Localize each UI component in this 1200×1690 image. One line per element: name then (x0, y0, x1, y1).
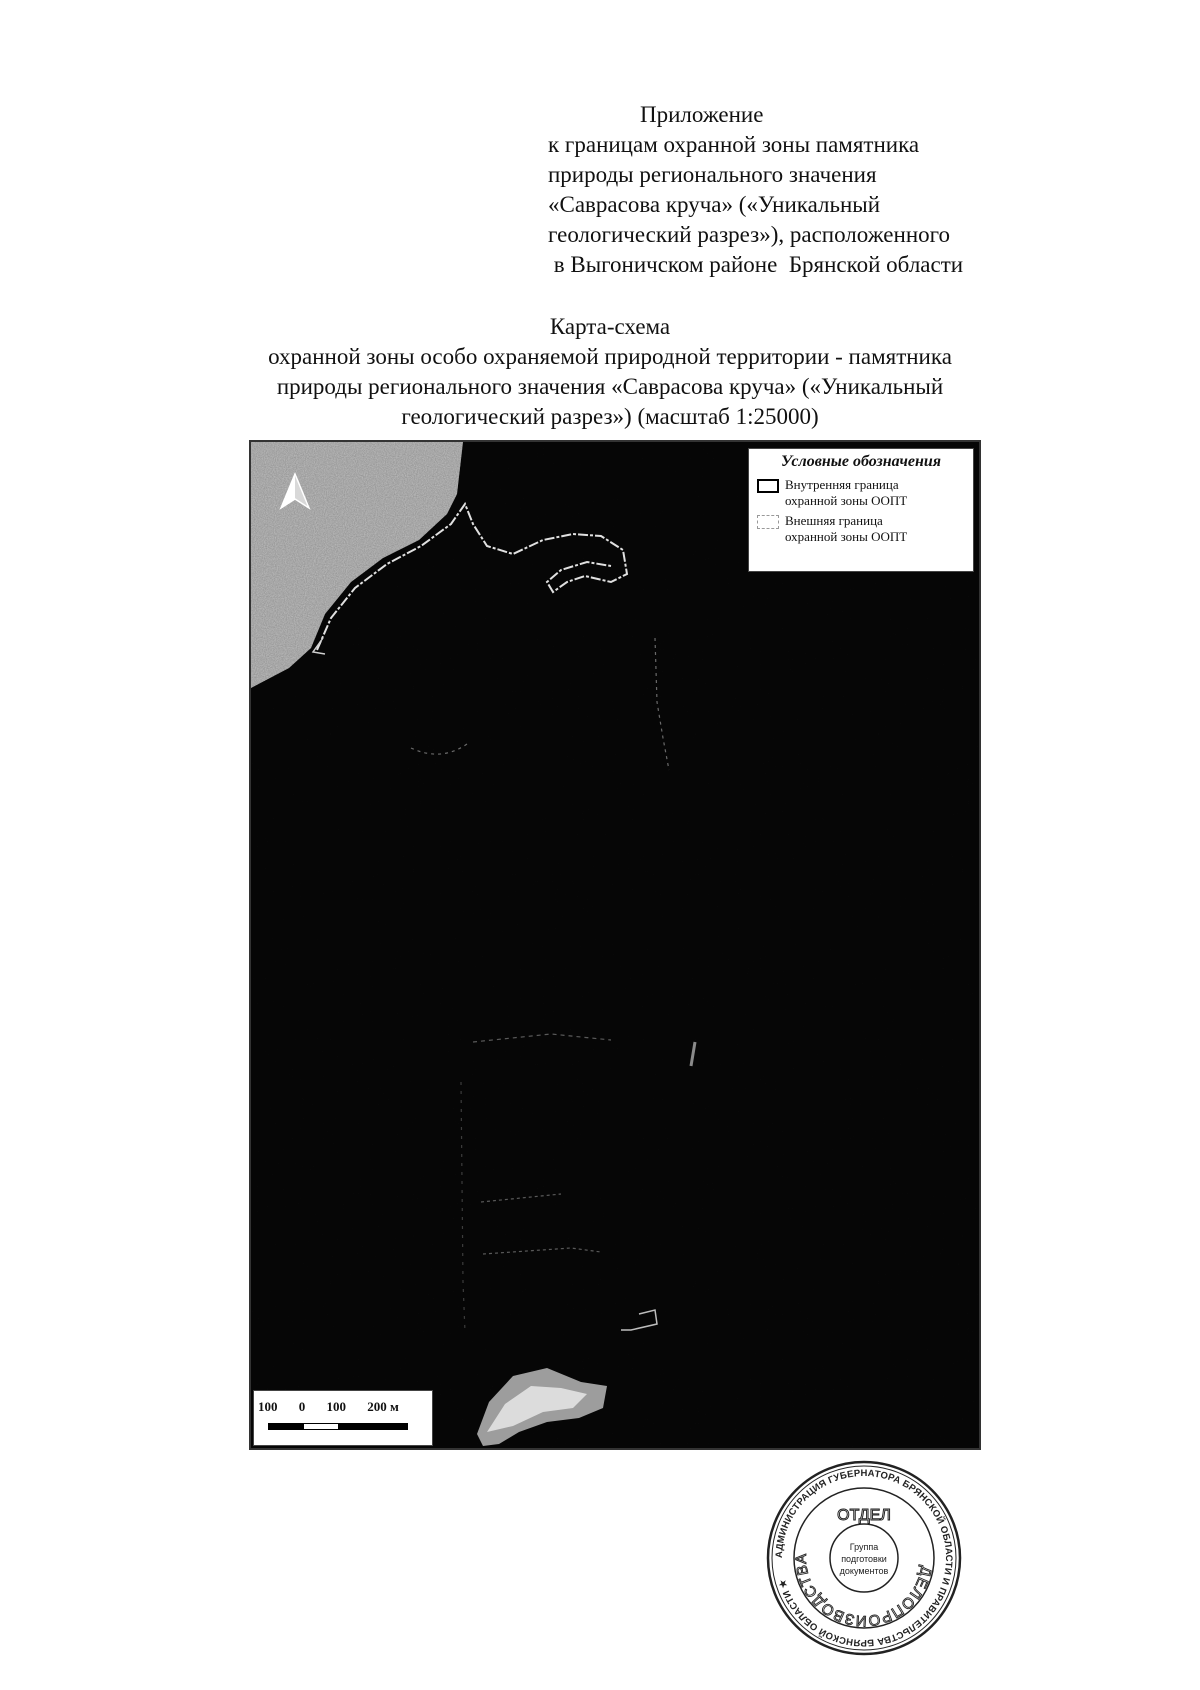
outer-boundary-swatch-icon (757, 515, 779, 529)
scale-bar (253, 1390, 433, 1446)
scale-label: 100 (258, 1399, 278, 1414)
legend-item-inner-boundary (757, 477, 965, 509)
appendix-block (548, 100, 1108, 280)
map-title-heading: Карта-схема (549, 314, 671, 339)
map-legend (748, 448, 974, 572)
stamp-ring-text: АДМИНИСТРАЦИЯ ГУБЕРНАТОРА БРЯНСКОЙ ОБЛАСТИ И ПРАВИТЕЛЬСТВА БРЯНСКОЙ ОБЛАСТИ ★ (773, 1467, 955, 1649)
stamp-center-arc: ДЕЛОПРОИЗВОДСТВА (792, 1552, 935, 1630)
stamp-inner-line: документов (839, 1566, 889, 1576)
scale-label: 100 (326, 1399, 346, 1414)
appendix-line: природы регионального значения (548, 162, 877, 187)
map-title-line: природы регионального значения «Саврасова круча» («Уникальный (276, 374, 944, 399)
appendix-line: «Саврасова круча» («Уникальный (548, 192, 881, 217)
legend-item-label: Внутренняя граница (785, 477, 899, 492)
legend-item-label: охранной зоны ООПТ (785, 529, 908, 544)
appendix-line: к границам охранной зоны памятника (548, 132, 920, 157)
stamp-center-top: ОТДЕЛ (837, 1507, 891, 1524)
north-arrow-icon (277, 472, 313, 512)
map-title-block (140, 312, 1080, 432)
map-title-line: охранной зоны особо охраняемой природной территории - памятника (268, 344, 952, 369)
scale-label: 0 (298, 1399, 306, 1414)
stamp-inner-line: подготовки (841, 1554, 887, 1564)
appendix-line: геологический разрез»), расположенного (548, 222, 950, 247)
appendix-heading: Приложение (640, 102, 764, 127)
legend-item-label: охранной зоны ООПТ (785, 493, 908, 508)
map-speckle (251, 442, 981, 1450)
appendix-line: в Выгоничском районе Брянской области (548, 252, 964, 277)
scale-label: 200 м (367, 1399, 399, 1414)
map-title-line: геологический разрез») (масштаб 1:25000) (401, 404, 819, 429)
stamp-inner-line: Группа (849, 1542, 879, 1552)
inner-boundary-swatch-icon (757, 479, 779, 493)
legend-item-label: Внешняя граница (785, 513, 883, 528)
legend-item-outer-boundary (757, 513, 965, 545)
svg-text:ДЕЛОПРОИЗВОДСТВА (793, 1553, 935, 1629)
satellite-map (249, 440, 981, 1450)
legend-title: Условные обозначения (781, 453, 941, 470)
map-terrain (251, 442, 981, 1450)
official-stamp (764, 1458, 964, 1658)
scale-bar-graphic (268, 1423, 408, 1430)
